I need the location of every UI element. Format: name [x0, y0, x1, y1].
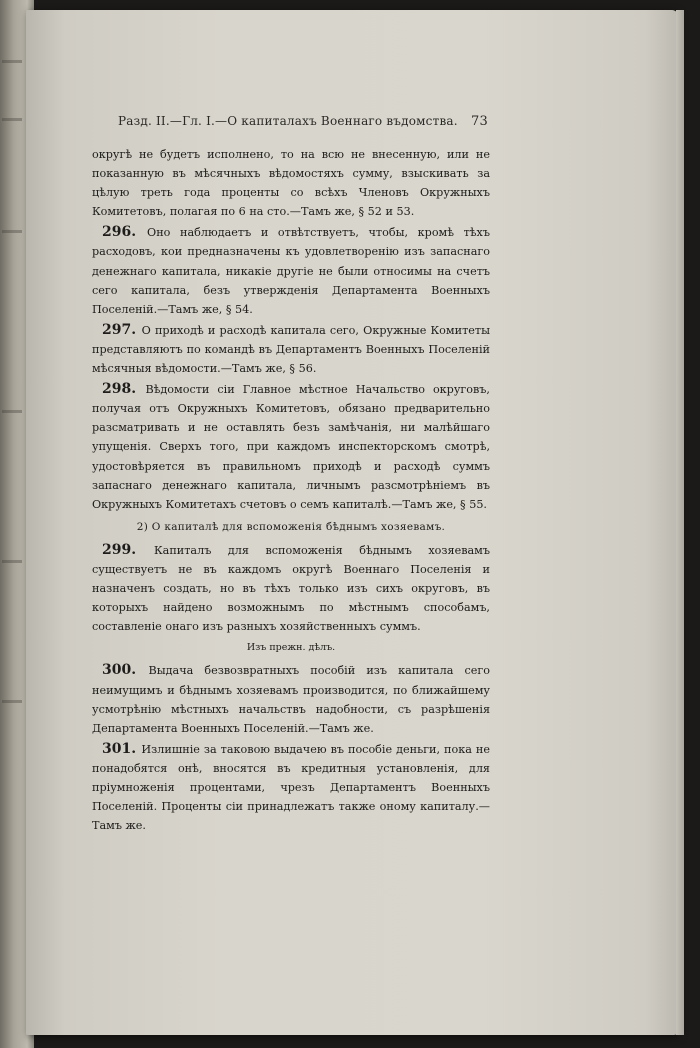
paragraph-text: Вѣдомости сіи Главное мѣстное Начальство округовъ, получая отъ Окружныхъ Комитетовъ, обязано предварительно разсматривать и не оставлять безъ замѣчанія, ни малѣйшаго упущенія. Сверхъ того, при каждомъ инспекторскомъ смотрѣ, удостовѣряется въ правильномъ приходѣ и расходѣ суммъ запаснаго денежнаго капитала, личнымъ разсмотрѣніемъ въ Окружныхъ Комитетахъ счетовъ о семъ капиталѣ.—Тамъ же, § 55.	[92, 383, 490, 511]
paragraph-number: 301.	[102, 740, 142, 757]
page-edge	[676, 10, 684, 1035]
body-text	[92, 145, 490, 837]
paragraph-text: Выдача безвозвратныхъ пособій изъ капитала сего неимущимъ и бѣднымъ хозяевамъ производится, по ближайшему усмотрѣнію мѣстныхъ начальствъ надобности, съ разрѣшенія Департамента Военныхъ Поселеній.—Тамъ же.	[92, 664, 490, 735]
paragraph	[92, 661, 490, 737]
paragraph-text: О приходѣ и расходѣ капитала сего, Окружные Комитеты представляютъ по командѣ въ Департаментъ Военныхъ Поселеній мѣсячныя вѣдомости.—Тамъ же, § 56.	[92, 323, 490, 376]
page-number: 73	[471, 114, 488, 129]
running-head-title: Разд. II.—Гл. I.—О капиталахъ Военнаго въдомства.	[118, 114, 458, 128]
paragraph	[92, 740, 490, 835]
paragraph-text: Оно наблюдаетъ и отвѣтствуетъ, чтобы, кромѣ тѣхъ расходовъ, кои предназначены къ удовлетворенію изъ запаснаго денежнаго капитала, никакіе другіе не были относимы на счетъ сего капитала, безъ утвержденія Департамента Военныхъ Поселеній.—Тамъ же, § 54.	[92, 226, 490, 316]
running-head	[118, 114, 488, 128]
paragraph-number: 296.	[102, 224, 148, 241]
paragraph	[92, 380, 490, 514]
section-subheading: 2) О капиталѣ для вспоможенія бѣднымъ хозяевамъ.	[136, 520, 446, 533]
paragraph-number: 298.	[102, 381, 146, 398]
paragraph-number: 300.	[102, 662, 149, 679]
paragraph-text: Капиталъ для вспоможенія бѣднымъ хозяевамъ существуетъ не въ каждомъ округѣ Военнаго Поселенія и назначенъ создать, но въ тѣхъ только изъ сихъ округовъ, въ которыхъ найдено возможнымъ по мѣстнымъ способамъ, составленіе онаго изъ разныхъ хозяйственныхъ суммъ.	[92, 543, 490, 634]
source-note: Изъ прежн. дѣлъ.	[246, 642, 336, 654]
paragraph	[92, 541, 490, 636]
paragraph-number: 299.	[102, 541, 154, 558]
paragraph-number: 297.	[102, 321, 142, 338]
paragraph-text: Излишніе за таковою выдачею въ пособіе деньги, пока не понадобятся онѣ, вносятся въ кредитныя установленія, для пріумноженія процентами, чрезъ Департаментъ Военныхъ Поселеній. Проценты сіи принадлежатъ также оному капиталу.—Тамъ же.	[92, 742, 490, 833]
paragraph	[92, 145, 490, 221]
paragraph-text: округѣ не будетъ исполнено, то на всю не внесенную, или не показанную въ мѣсячныхъ вѣдомостяхъ сумму, взыскивать за цѣлую треть года проценты со всѣхъ Членовъ Окружныхъ Комитетовъ, полагая по 6 на сто.—Тамъ же, § 52 и 53.	[92, 148, 490, 219]
paragraph	[92, 321, 490, 378]
paragraph	[92, 223, 490, 318]
